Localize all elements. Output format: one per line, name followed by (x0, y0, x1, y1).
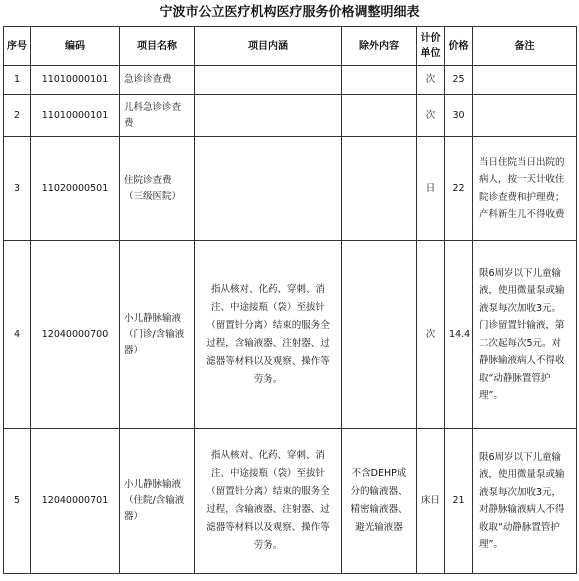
cell-price: 22 (445, 137, 473, 241)
header-content: 项目内涵 (195, 27, 342, 66)
cell-unit: 次 (417, 95, 445, 137)
cell-code: 11020000501 (31, 137, 120, 241)
cell-price: 25 (445, 66, 473, 95)
cell-unit: 次 (417, 241, 445, 429)
header-name: 项目名称 (120, 27, 195, 66)
cell-seq: 3 (4, 137, 31, 241)
cell-unit: 床日 (417, 429, 445, 574)
header-unit: 计价单位 (417, 27, 445, 66)
cell-note (473, 95, 577, 137)
cell-price: 14.4 (445, 241, 473, 429)
cell-content: 指从核对、化药、穿刺、消注、中途接瓶（袋）至拔针（留置针分离）结束的服务全过程，含输液器、注射器、过滤器等材料以及观察、操作等劳务。 (195, 429, 342, 574)
cell-price: 30 (445, 95, 473, 137)
cell-price: 21 (445, 429, 473, 574)
cell-seq: 5 (4, 429, 31, 574)
cell-name: 急诊诊查费 (120, 66, 195, 95)
page-title: 宁波市公立医疗机构医疗服务价格调整明细表 (159, 5, 420, 20)
cell-content: 指从核对、化药、穿刺、消注、中途接瓶（袋）至拔针（留置针分离）结束的服务全过程，含输液器、注射器、过滤器等材料以及观察、操作等劳务。 (195, 241, 342, 429)
cell-except (342, 241, 417, 429)
header-row (4, 27, 577, 66)
header-code: 编码 (31, 27, 120, 66)
cell-name: 住院诊查费（三级医院） (120, 137, 195, 241)
cell-name: 儿科急诊诊查费 (120, 95, 195, 137)
cell-code: 12040000701 (31, 429, 120, 574)
header-except: 除外内容 (342, 27, 417, 66)
cell-code: 11010000101 (31, 95, 120, 137)
cell-name: 小儿静脉输液（门诊/含输液器） (120, 241, 195, 429)
table-row (4, 429, 577, 574)
cell-code: 12040000700 (31, 241, 120, 429)
cell-seq: 1 (4, 66, 31, 95)
header-note: 备注 (473, 27, 577, 66)
header-seq: 序号 (4, 27, 31, 66)
cell-unit: 日 (417, 137, 445, 241)
cell-except (342, 66, 417, 95)
cell-note (473, 66, 577, 95)
cell-name: 小儿静脉输液（住院/含输液器） (120, 429, 195, 574)
cell-unit: 次 (417, 66, 445, 95)
price-table (3, 26, 577, 574)
cell-code: 11010000101 (31, 66, 120, 95)
header-price: 价格 (445, 27, 473, 66)
cell-note: 限6周岁以下儿童输液，使用微量泵或输液泵每次加收3元，对静脉输液病人不得收取“动静脉置管护理”。 (473, 429, 577, 574)
cell-seq: 2 (4, 95, 31, 137)
table-row (4, 137, 577, 241)
cell-except: 不含DEHP成分的输液器、精密输液器、避光输液器 (342, 429, 417, 574)
table-row (4, 66, 577, 95)
cell-content (195, 137, 342, 241)
cell-except (342, 137, 417, 241)
cell-note: 限6周岁以下儿童输液，使用微量泵或输液泵每次加收3元。门诊留置针输液，第二次起每次5元。对静脉输液病人不得收取“动静脉置管护理”。 (473, 241, 577, 429)
cell-note: 当日住院当日出院的病人，按一天计收住院诊查费和护理费；产科新生儿不得收费 (473, 137, 577, 241)
table-row (4, 241, 577, 429)
table-row (4, 95, 577, 137)
cell-content (195, 66, 342, 95)
cell-except (342, 95, 417, 137)
cell-seq: 4 (4, 241, 31, 429)
cell-content (195, 95, 342, 137)
